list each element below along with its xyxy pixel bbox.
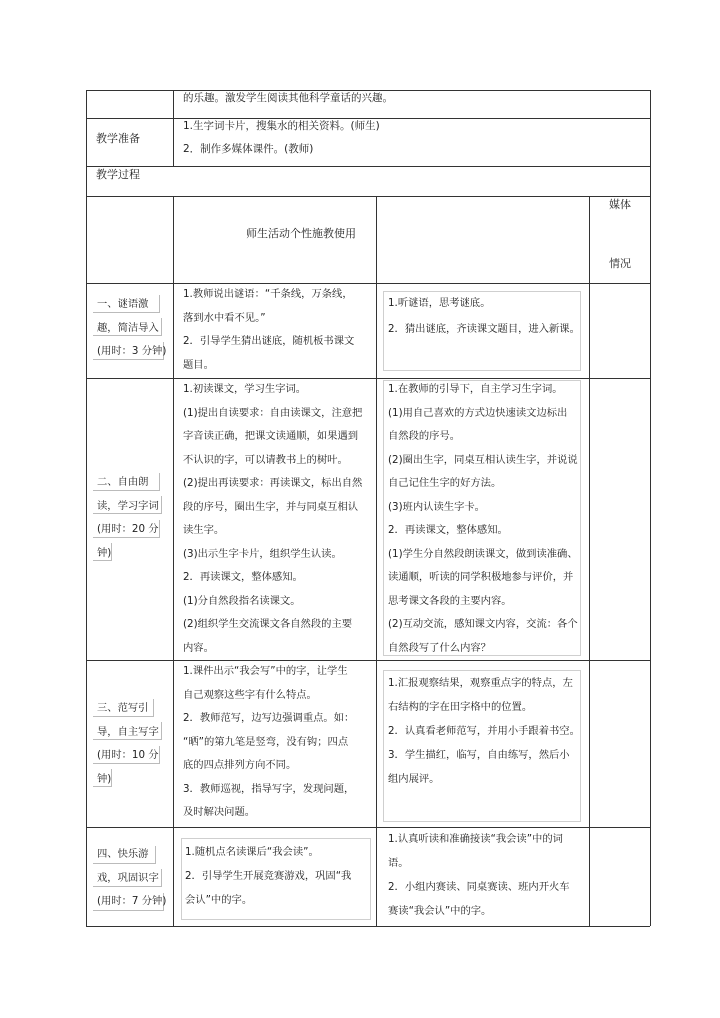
prep-item: 1.生字词卡片，搜集水的相关资料。(师生) bbox=[183, 120, 380, 132]
stage-title: 四、快乐游 戏，巩固识字 (用时：7 分钟) bbox=[97, 848, 167, 907]
media-header-top: 媒体 bbox=[609, 198, 631, 211]
student-activity: 1.汇报观察结果，观察重点字的特点，左 右结构的字在田字格中的位置。 2．认真看老师范写，并用小手跟着书空。 3．学生描红，临写，自由练写，然后小 组内展评。 bbox=[388, 677, 580, 785]
activity-header: 师生活动个性施教使用 bbox=[246, 227, 356, 240]
student-activity: 1.在教师的引导下，自主学习生字词。 (1)用自己喜欢的方式边快速读文边标出 自然段的序号。 (2)圈出生字，同桌互相认读生字，并说说 自己记住生字的好方法。 (3)班内认读生字卡。 2．再读课文，整体感知。 (1)学生分自然段朗读课文，做到读准确、 读通顺，听读的同学积极地参与评价，并 思考课文各段的主要内容。 (2)互动交流，感知课文内容，交流：各个 自然段写了什么内容？ bbox=[388, 383, 578, 654]
prep-item: 2．制作多媒体课件。(教师) bbox=[183, 143, 314, 155]
teacher-activity: 1.教师说出谜语：“千条线，万条线， 落到水中看不见。” 2．引导学生猜出谜底，随机板书课文 题目。 bbox=[183, 288, 355, 371]
objective-continued: 的乐趣。激发学生阅读其他科学童话的兴趣。 bbox=[183, 92, 393, 104]
table-rule bbox=[86, 926, 650, 927]
table-rule bbox=[589, 196, 590, 926]
table-rule bbox=[173, 90, 174, 166]
stage-title: 三、范写引 导，自主写字 (用时：10 分 钟) bbox=[97, 702, 159, 785]
student-activity: 1.认真听读和准确接读“我会读”中的词 语。 2．小组内赛读、同桌赛读、班内开火车 赛读“我会认”中的字。 bbox=[388, 833, 570, 917]
table-rule bbox=[650, 90, 651, 926]
table-rule bbox=[86, 90, 87, 926]
table-rule bbox=[376, 196, 377, 926]
process-label: 教学过程 bbox=[96, 168, 140, 181]
table-rule bbox=[86, 196, 650, 197]
table-rule bbox=[86, 660, 650, 661]
teacher-activity: 1.课件出示“我会写”中的字，让学生 自己观察这些字有什么特点。 2．教师范写，边写边强调重点。如： “晒”的第九笔是竖弯，没有钩；四点 底的四点排列方向不同。 3．教师巡视，指导写字，发现问题， 及时解决问题。 bbox=[183, 665, 355, 818]
teacher-activity: 1.初读课文，学习生字词。 (1)提出自读要求：自由读课文，注意把 字音读正确，把课文读通顺，如果遇到 不认识的字，可以请教书上的树叶。 (2)提出再读要求：再读课文，标出自然 段的序号，圈出生字，并与同桌互相认 读生字。 (3)出示生字卡片，组织学生认读。 2．再读课文，整体感知。 (1)分自然段指名读课文。 (2)组织学生交流课文各自然段的主要 内容。 bbox=[183, 383, 363, 654]
student-activity: 1.听谜语，思考谜底。 2．猜出谜底，齐读课文题目，进入新课。 bbox=[388, 297, 580, 335]
media-header-bottom: 情况 bbox=[609, 257, 631, 270]
stage-title: 一、谜语激 趣，简洁导入 (用时：3 分钟) bbox=[97, 298, 167, 357]
prep-label: 教学准备 bbox=[96, 132, 140, 145]
teacher-activity: 1.随机点名读课后“我会读”。 2．引导学生开展竞赛游戏，巩固“我 会认”中的字。 bbox=[185, 846, 352, 906]
table-rule bbox=[86, 166, 650, 167]
table-rule bbox=[86, 283, 650, 284]
stage-title: 二、自由朗 读，学习字词 (用时：20 分 钟) bbox=[97, 476, 159, 559]
table-rule bbox=[173, 196, 174, 926]
